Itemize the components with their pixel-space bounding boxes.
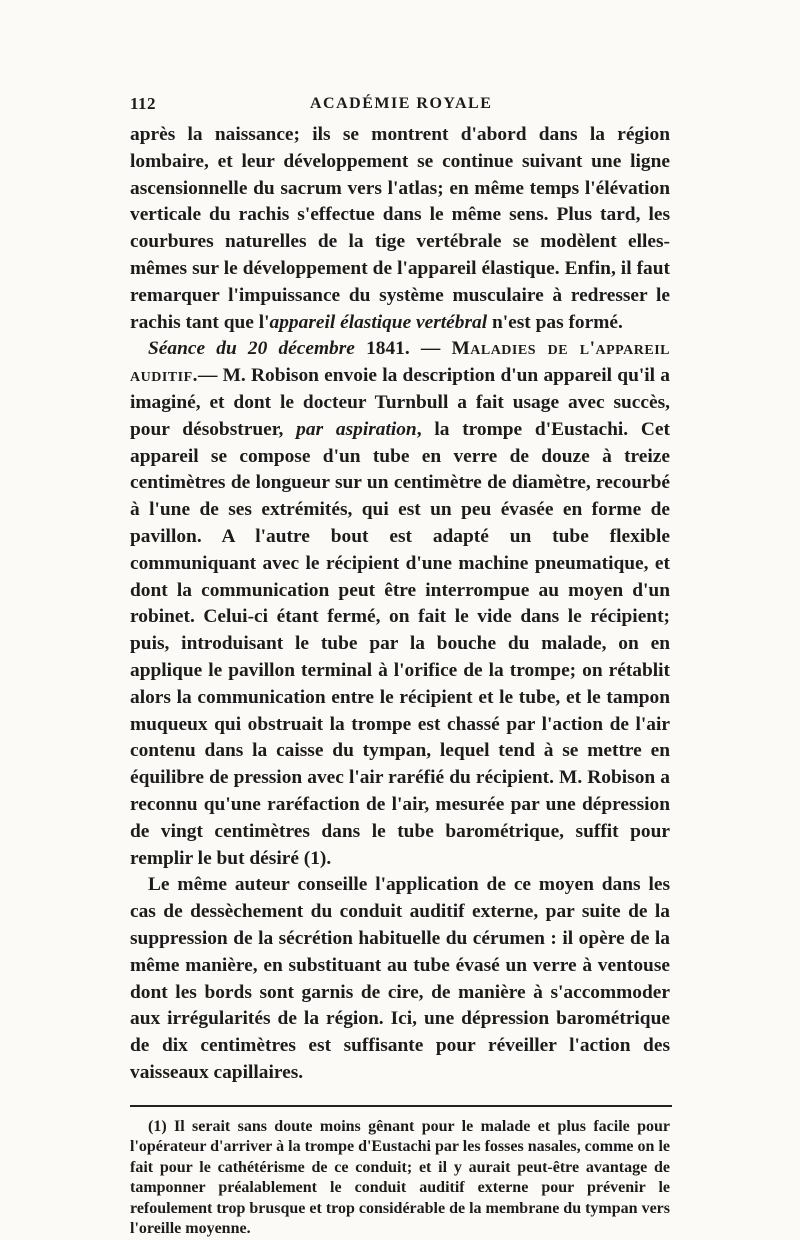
section-heading: Maladies de l'appareil auditif.: [130, 338, 671, 387]
paragraph-1-end: n'est pas formé.: [487, 311, 623, 333]
paragraph-2-text-b: , la trompe d'Eustachi. Cet appareil se compose d'un tube en verre de douze à treize centimètres de longueur sur un centimètre de diamètre, recourbé à l'une de ses extrémités, qui est un peu évasée en forme de pavillon. A l'autre bout est adapté un tube flexible communiquant avec le récipient d'une machine pneumatique, et dont la communication peut être interrompue au moyen d'un robinet. Celui-ci étant fermé, on fait le vide dans le récipient; puis, introduisant le tube par la bouche du malade, on en applique le pavillon terminal à l'orifice de la trompe; on rétablit alors la communication entre le récipient et le tube, et le tampon muqueux qui obstruait la trompe est chassé par l'action de l'air contenu dans la caisse du tympan, lequel tend à se mettre en équilibre de pression avec l'air raréfié du récipient. M. Robison a reconnu qu'une raréfaction de l'air, mesurée par une dépression de vingt centimètres dans le tube barométrique, suffit pour remplir le but désiré (1).: [130, 418, 670, 869]
paragraph-2: [130, 336, 670, 872]
session-year: 1841. —: [354, 338, 452, 360]
footnote-rule: [130, 1105, 672, 1107]
paragraph-1-italic: appareil élastique vertébral: [269, 311, 488, 333]
session-date: Séance du 20 décembre: [148, 338, 355, 360]
page-number: 112: [130, 94, 157, 113]
paragraph-1: [130, 122, 670, 336]
paragraph-1-text: après la naissance; ils se montrent d'abord dans la région lombaire, et leur développement se continue suivant une ligne ascensionnelle du sacrum vers l'atlas; en même temps l'élévation verticale du rachis s'effectue dans le même sens. Plus tard, les courbures naturelles de la tige vertébrale se modèlent elles-mêmes sur le développement de l'appareil élastique. Enfin, il faut remarquer l'impuissance du système musculaire à redresser le rachis tant que: [130, 124, 670, 333]
header-title: ACADÉMIE ROYALE: [310, 95, 493, 112]
paragraph-2-italic: par aspiration: [296, 418, 417, 440]
paragraph-1-article: l': [258, 311, 270, 333]
book-page: [130, 92, 670, 1240]
paragraph-3: Le même auteur conseille l'application de ce moyen dans les cas de dessèchement du conduit auditif externe, par suite de la suppression de la sécrétion habituelle du cérumen : il opère de la même manière, en substituant au tube évasé un verre à ventouse dont les bords sont garnis de cire, de manière à s'accommoder aux irrégularités de la région. Ici, une dépression barométrique de dix centimètres est suffisante pour réveiller l'action des vaisseaux capillaires.: [130, 874, 670, 1083]
running-head: [130, 92, 670, 122]
paragraph-2-text-a: — M. Robison envoie la description d'un appareil qu'il a imaginé, et dont le docteur Turnbull a fait usage avec succès, pour désobstruer,: [130, 365, 670, 440]
footnote: (1) Il serait sans doute moins gênant pour le malade et plus facile pour l'opérateur d'arriver à la trompe d'Eustachi par les fosses nasales, comme on le fait pour le cathétérisme de ce conduit; et il y aurait peut-être avantage de tamponner préalablement le conduit auditif externe pour prévenir le refoulement trop brusque et trop considérable de la membrane du tympan vers l'oreille moyenne.: [130, 1117, 670, 1238]
body-text: [130, 122, 670, 1087]
